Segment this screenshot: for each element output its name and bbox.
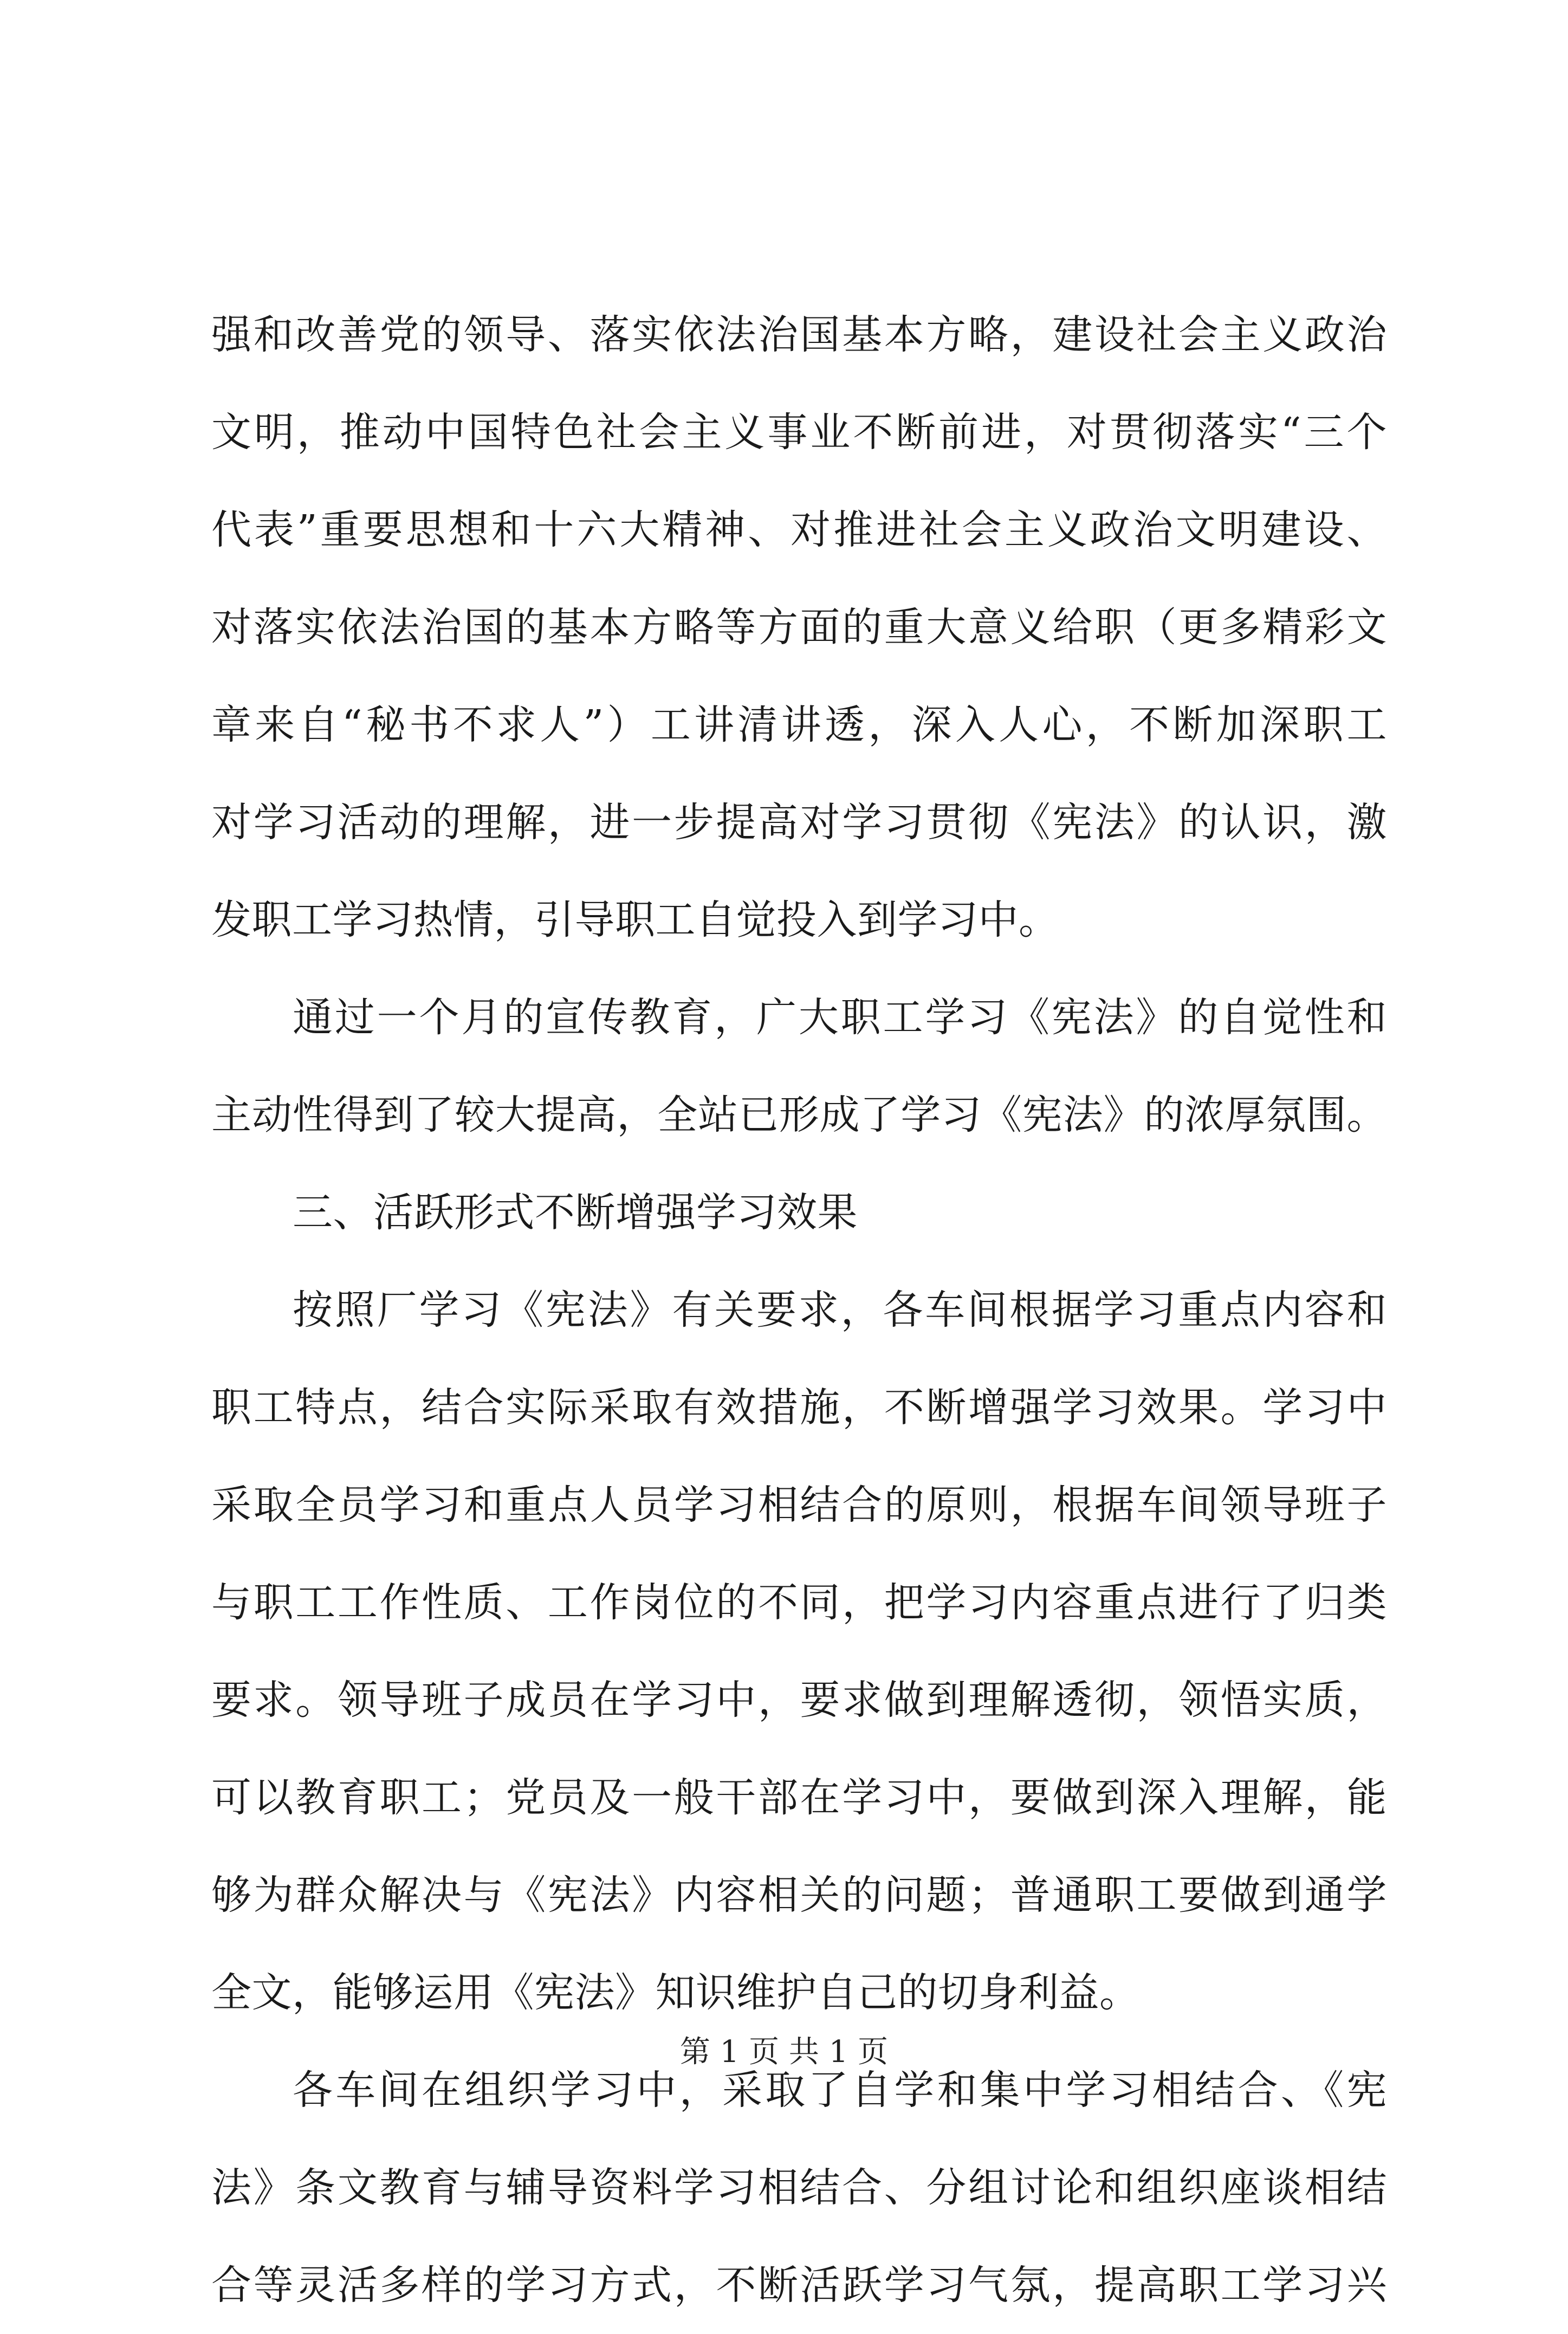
text-line: 强和改善党的领导、落实依法治国基本方略，建设社会主义政治: [211, 312, 1387, 358]
text-line: 代表”重要思想和十六大精神、对推进社会主义政治文明建设、: [211, 507, 1387, 553]
text-line: 发职工学习热情，引导职工自觉投入到学习中。: [211, 897, 1059, 943]
text-line: 各车间在组织学习中，采取了自学和集中学习相结合、《宪: [293, 2067, 1387, 2113]
text-line: 主动性得到了较大提高，全站已形成了学习《宪法》的浓厚氛围。: [211, 1092, 1387, 1138]
text-line: 合等灵活多样的学习方式，不断活跃学习气氛，提高职工学习兴: [211, 2262, 1387, 2309]
text-line: 要求。领导班子成员在学习中，要求做到理解透彻，领悟实质，: [211, 1677, 1387, 1723]
text-line: 三、活跃形式不断增强学习效果: [293, 1189, 858, 1236]
text-line: 职工特点，结合实际采取有效措施，不断增强学习效果。学习中: [211, 1384, 1387, 1431]
text-line: 按照厂学习《宪法》有关要求，各车间根据学习重点内容和: [293, 1287, 1387, 1333]
text-line: 通过一个月的宣传教育，广大职工学习《宪法》的自觉性和: [293, 994, 1387, 1041]
text-line: 章来自“秘书不求人”）工讲清讲透，深入人心，不断加深职工: [211, 702, 1387, 748]
text-line: 与职工工作性质、工作岗位的不同，把学习内容重点进行了归类: [211, 1579, 1387, 1626]
text-line: 文明，推动中国特色社会主义事业不断前进，对贯彻落实“三个: [211, 409, 1387, 456]
text-line: 对落实依法治国的基本方略等方面的重大意义给职（更多精彩文: [211, 604, 1387, 651]
text-line: 法》条文教育与辅导资料学习相结合、分组讨论和组织座谈相结: [211, 2164, 1387, 2211]
text-line: 对学习活动的理解，进一步提高对学习贯彻《宪法》的认识，激: [211, 799, 1387, 846]
page-footer: 第 1 页 共 1 页: [679, 2034, 889, 2070]
text-line: 采取全员学习和重点人员学习相结合的原则，根据车间领导班子: [211, 1482, 1387, 1528]
document-body: [211, 286, 1387, 2334]
text-line: 够为群众解决与《宪法》内容相关的问题；普通职工要做到通学: [211, 1872, 1387, 1918]
text-line: 全文，能够运用《宪法》知识维护自己的切身利益。: [211, 1969, 1140, 2016]
text-line: 可以教育职工；党员及一般干部在学习中，要做到深入理解，能: [211, 1774, 1387, 1821]
